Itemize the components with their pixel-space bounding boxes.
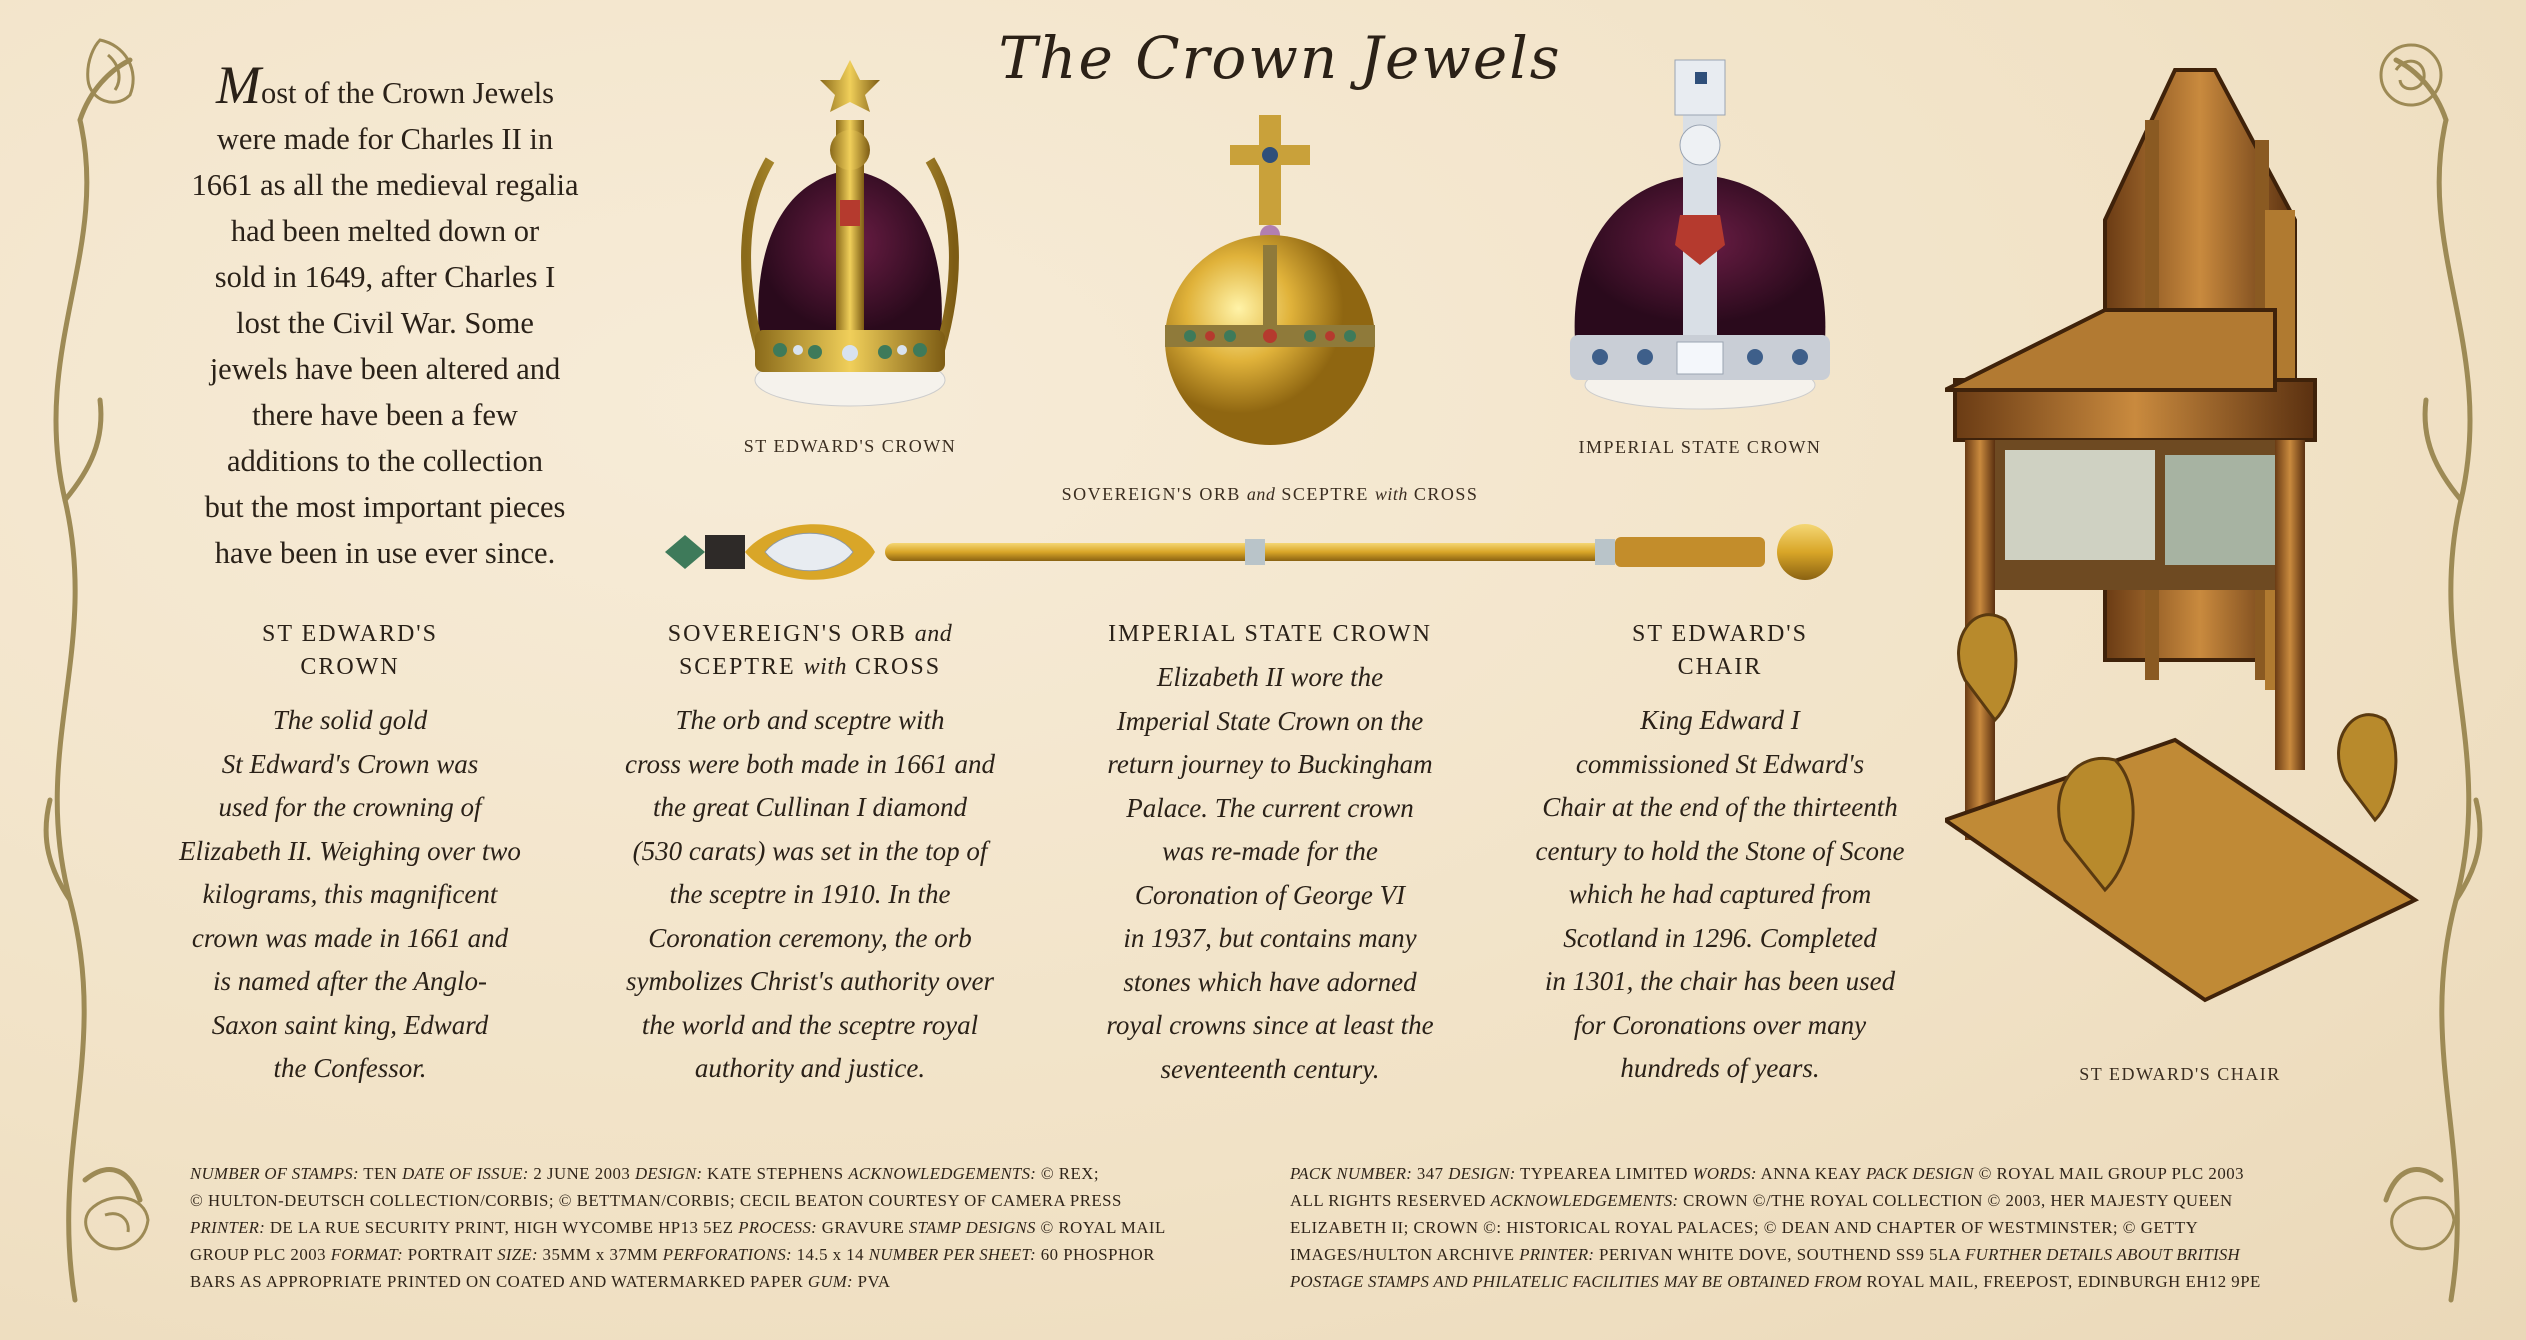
column-heading-st-edwards-chair: ST EDWARD'S CHAIR [1632, 621, 1808, 680]
tulip-icon [86, 1198, 148, 1249]
column-heading-imperial-state-crown: IMPERIAL STATE CROWN [1108, 621, 1432, 647]
sceptre-with-cross-image [665, 505, 1845, 600]
st-edwards-crown-image [720, 50, 980, 420]
intro-paragraph: Most of the Crown Jewels were made for Charles II in 1661 as all the medieval regalia had been melted down or sold in 1649, after Charles I lost the Civil War. Some jewels have been altered and there have been a few additions to the collection but the most important pieces have been in use ever since. [191, 55, 579, 570]
caption-st-edwards-chair: ST EDWARD'S CHAIR [2079, 1064, 2281, 1084]
caption-orb-sceptre: SOVEREIGN'S ORB and SCEPTRE with CROSS [1061, 484, 1479, 504]
drop-cap: M [215, 55, 261, 115]
column-body-st-edwards-crown: The solid gold St Edward's Crown was used for the crowning of Elizabeth II. Weighing over two kilograms, this magnificent crown was made in 1661 and is named after the Anglo- Saxon saint king, Edward the Confessor. [179, 705, 521, 1083]
credits-left: NUMBER OF STAMPS: TEN DATE OF ISSUE: 2 JUNE 2003 DESIGN: KATE STEPHENS ACKNOWLEDGEMENTS: © REX; © HULTON-DEUTSCH COLLECTION/CORBIS; © BETTMAN/CORBIS; CECIL BEATON COURTESY OF CAMERA PRESS PRINTER: DE LA RUE SECURITY PRINT, HIGH WYCOMBE HP13 5EZ PROCESS: GRAVURE STAMP DESIGNS © ROYAL MAIL GROUP PLC 2003 FORMAT: PORTRAIT SIZE: 35MM x 37MM PERFORATIONS: 14.5 x 14 NUMBER PER SHEET: 60 PHOSPHOR BARS AS APPROPRIATE PRINTED ON COATED AND WATERMARKED PAPER GUM: PVA [190, 1164, 1166, 1291]
column-heading-orb-sceptre: SOVEREIGN'S ORB and SCEPTRE with CROSS [667, 621, 953, 680]
sovereigns-orb-image [1155, 105, 1385, 455]
st-edwards-chair-image [1945, 60, 2425, 1060]
caption-imperial-state-crown: IMPERIAL STATE CROWN [1578, 437, 1822, 457]
column-body-orb-sceptre: The orb and sceptre with cross were both made in 1661 and the great Cullinan I diamond (530 carats) was set in the top of the sceptre in 1910. In the Coronation ceremony, the orb symbolizes Christ's authority over the world and the sceptre royal authority and justice. [625, 705, 995, 1083]
page-title: The Crown Jewels [998, 24, 1562, 92]
column-body-st-edwards-chair: King Edward I commissioned St Edward's Chair at the end of the thirteenth century to hold the Stone of Scone which he had captured from Scotland in 1296. Completed in 1301, the chair has been used for Coronations over many hundreds of years. [1535, 705, 1905, 1083]
column-body-imperial-state-crown: Elizabeth II wore the Imperial State Crown on the return journey to Buckingham Palace. The current crown was re-made for the Coronation of George VI in 1937, but contains many stones which have adorned royal crowns since at least the seventeenth century. [1106, 662, 1434, 1084]
caption-st-edwards-crown: ST EDWARD'S CROWN [743, 436, 957, 456]
tulip-icon [2392, 1198, 2454, 1249]
imperial-state-crown-image [1555, 50, 1845, 420]
column-heading-st-edwards-crown: ST EDWARD'S CROWN [262, 621, 438, 680]
credits-right: PACK NUMBER: 347 DESIGN: TYPEAREA LIMITED WORDS: ANNA KEAY PACK DESIGN © ROYAL MAIL GROUP PLC 2003 ALL RIGHTS RESERVED ACKNOWLEDGEMENTS: CROWN ©/THE ROYAL COLLECTION © 2003, HER MAJESTY QUEEN ELIZABETH II; CROWN ©: HISTORICAL ROYAL PALACES; © DEAN AND CHAPTER OF WESTMINSTER; © GETTY IMAGES/HULTON ARCHIVE PRINTER: PERIVAN WHITE DOVE, SOUTHEND SS9 5LA FURTHER DETAILS ABOUT BRITISH POSTAGE STAMPS AND PHILATELIC FACILITIES MAY BE OBTAINED FROM ROYAL MAIL, FREEPOST, EDINBURGH EH12 9PE [1290, 1164, 2261, 1291]
